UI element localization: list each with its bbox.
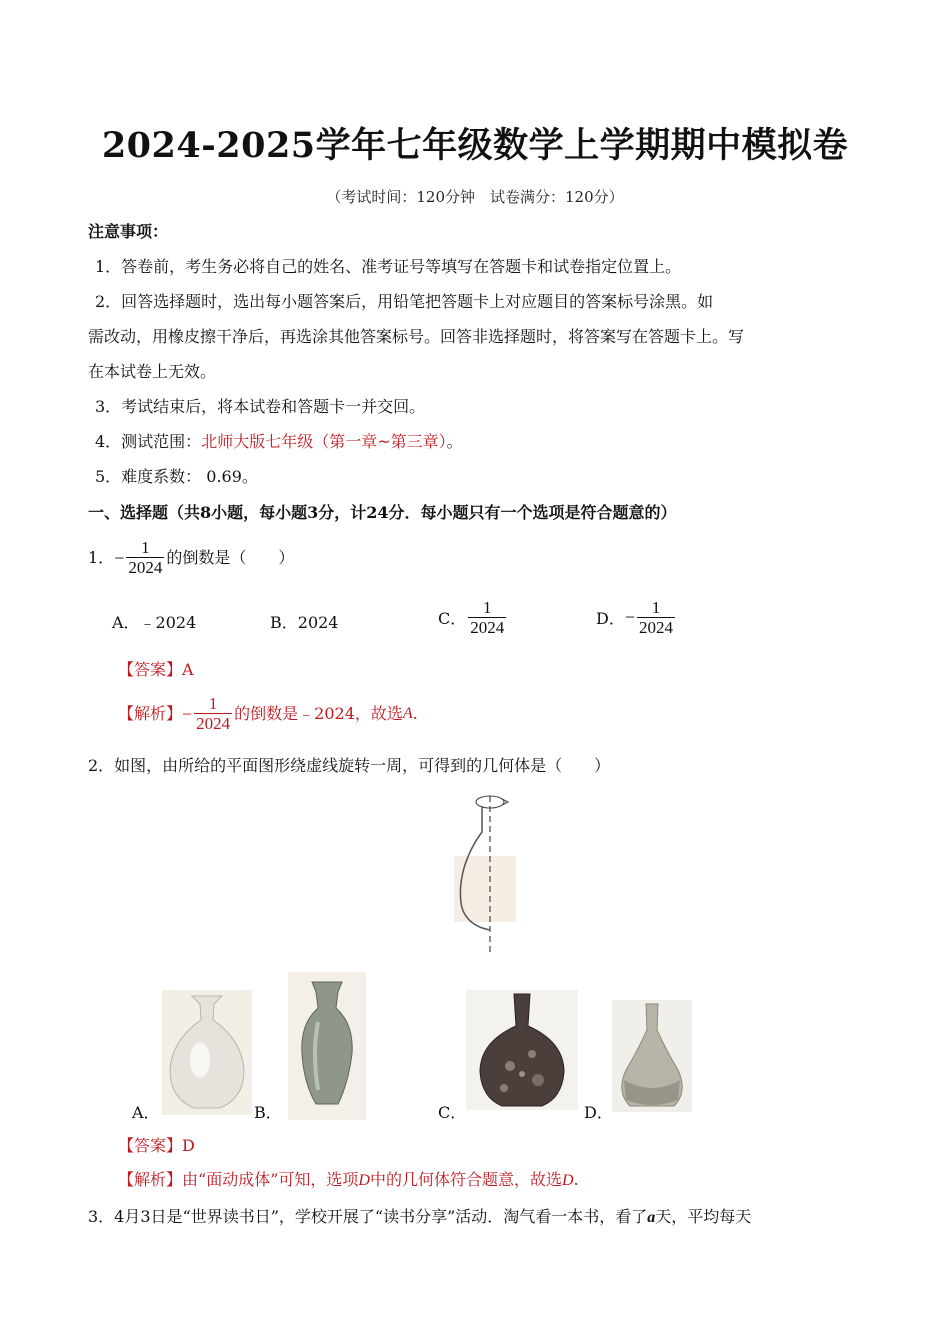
option-c-label: C． [438, 609, 467, 628]
option-d [596, 598, 677, 637]
vase-d-image [612, 1000, 692, 1112]
option-b: B．2024 [270, 613, 339, 632]
option-c-fraction [468, 598, 506, 637]
vase-b-image [288, 972, 366, 1120]
fraction-denominator: 2024 [639, 618, 673, 637]
analysis-choice-1: D [358, 1172, 370, 1189]
fraction-denominator: 2024 [470, 618, 505, 637]
analysis-end: . [412, 703, 418, 723]
note-4-suffix: 。 [446, 432, 463, 451]
minus-sign: − [624, 607, 635, 627]
fraction [126, 538, 164, 577]
section-heading: 一、选择题（共8小题，每小题3分，计24分．每小题只有一个选项是符合题意的） [88, 503, 677, 522]
note-4-prefix: 4．测试范围： [95, 432, 202, 451]
analysis-choice-2: D [561, 1172, 574, 1189]
option-d-fraction [637, 598, 675, 637]
note-2-line-3: 在本试卷上无效。 [88, 362, 217, 381]
exam-info: （考试时间：120分钟 试卷满分：120分） [326, 188, 624, 206]
note-2-line-2: 需改动，用橡皮擦干净后，再选涂其他答案标号。回答非选择题时，将答案写在答题卡上。写 [88, 327, 745, 346]
analysis-fraction [194, 694, 232, 733]
minus-sign: − [182, 703, 193, 724]
option-c: C． [438, 1103, 467, 1122]
question-3-text-2: 天，平均每天 [655, 1207, 752, 1226]
question-1-text: 的倒数是（ ） [166, 547, 295, 567]
note-5: 5．难度系数： 0.69。 [95, 467, 258, 486]
question-3-text-1: 3．4月3日是“世界读书日”，学校开展了“读书分享”活动．淘气看一本书，看了 [88, 1207, 648, 1226]
analysis-end: . [573, 1170, 579, 1189]
option-b: B． [254, 1103, 282, 1122]
vase-c-image [466, 990, 578, 1110]
analysis-label: 【解析】 [118, 1170, 183, 1189]
analysis-1 [118, 694, 418, 733]
option-a: A． [132, 1103, 160, 1122]
answer-1: 【答案】A [118, 660, 194, 679]
option-a: A．﹣2024 [112, 613, 197, 632]
question-3-variable: a [647, 1209, 656, 1226]
analysis-choice: A [402, 704, 413, 722]
analysis-text: 的倒数是﹣2024，故选 [234, 703, 403, 723]
note-2-line-1: 2．回答选择题时，选出每小题答案后，用铅笔把答题卡上对应题目的答案标号涂黑。如 [95, 292, 714, 311]
fraction-denominator: 2024 [128, 558, 163, 577]
analysis-text-1: 由“面动成体”可知，选项 [182, 1170, 359, 1189]
note-3: 3．考试结束后，将本试卷和答题卡一并交回。 [95, 397, 426, 416]
question-2: 2．如图，由所给的平面图形绕虚线旋转一周，可得到的几何体是（ ） [88, 756, 611, 775]
test-range: 北师大版七年级（第一章~第三章） [201, 432, 447, 451]
fraction-denominator: 2024 [196, 714, 231, 733]
notes-heading: 注意事项： [88, 222, 169, 241]
option-d-label: D． [596, 609, 625, 628]
fraction-numerator: 1 [208, 694, 218, 713]
minus-sign: − [114, 547, 125, 568]
option-c [438, 598, 508, 637]
answer-2: 【答案】D [118, 1136, 195, 1155]
question-1-number: 1． [88, 547, 115, 567]
vase-a-image [162, 990, 252, 1115]
analysis-label: 【解析】 [118, 703, 183, 723]
note-1: 1．答卷前，考生务必将自己的姓名、准考证号等填写在答题卡和试卷指定位置上。 [95, 257, 682, 276]
fraction-numerator: 1 [651, 598, 661, 617]
analysis-text-2: 中的几何体符合题意，故选 [369, 1170, 562, 1189]
plane-figure-diagram [450, 786, 520, 956]
page-title: 2024-2025学年七年级数学上学期期中模拟卷 [101, 125, 849, 166]
question-1 [88, 538, 294, 577]
fraction-numerator: 1 [141, 538, 150, 557]
analysis-2 [118, 1170, 579, 1191]
fraction-numerator: 1 [483, 598, 492, 617]
question-3 [88, 1207, 751, 1228]
option-d: D． [584, 1103, 613, 1122]
note-4 [95, 432, 463, 452]
